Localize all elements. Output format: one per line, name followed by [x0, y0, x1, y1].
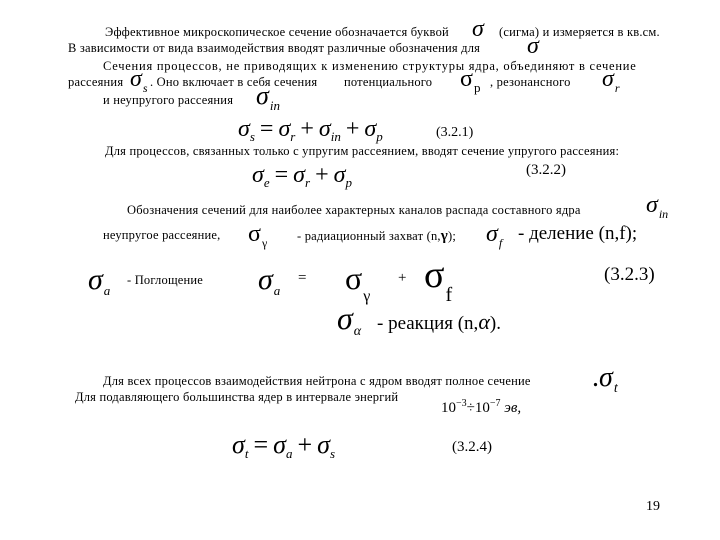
- sigma-symbol: σ: [472, 16, 484, 42]
- sigma-symbol-2: σ: [527, 33, 539, 59]
- equation-3-2-1: $\sigma_s = \sigma_r + \sigma_{in} + \sigma_p$: [238, 116, 383, 144]
- sigma-alpha-big: $\sigma_\alpha$: [337, 300, 362, 339]
- equation-3-2-4: $\sigma_t = \sigma_a + \sigma_s$: [232, 430, 336, 461]
- sigma-t-inline: $.\sigma_t$: [592, 362, 618, 396]
- sigma-gamma-channel: $\sigma_\gamma$: [248, 221, 268, 250]
- equation-3-2-2: $\sigma_e = \sigma_r + \sigma_p$: [252, 162, 352, 190]
- channels-line: Обозначения сечений для наиболее характерных каналов распада составного ядра: [127, 203, 581, 217]
- sigma-a-left: $\sigma_a$: [88, 263, 111, 298]
- reaction-label: - реакция (n,α).: [377, 309, 501, 334]
- scatter-line-2b: . Оно включает в себя сечения: [150, 75, 318, 89]
- equation-label-3-2-1: (3.2.1): [436, 125, 474, 140]
- capture-label: - радиационный захват (n,γ);: [297, 228, 456, 244]
- total-line-1: Для всех процессов взаимодействия нейтрона с ядром вводят полное сечение: [103, 374, 531, 388]
- energy-range: $10^{-3}\div 10^{-7}$ эв,: [441, 398, 522, 416]
- intro-line-2: В зависимости от вида взаимодействия вводят различные обозначения для: [68, 41, 481, 55]
- fission-label: - деление (n,f);: [518, 223, 638, 244]
- scatter-line-1: Сечения процессов, не приводящих к изменению структуры ядра, объединяют в сечение: [103, 59, 637, 73]
- elastic-line: Для процессов, связанных только с упругим рассеянием, вводят сечение упругого рассеяния:: [105, 144, 620, 158]
- inelastic-label: неупругое рассеяние,: [103, 228, 221, 242]
- scatter-line-3: и неупругого рассеяния: [103, 93, 234, 107]
- total-line-2: Для подавляющего большинства ядер в интервале энергий: [75, 390, 399, 404]
- equation-label-3-2-4: (3.2.4): [452, 439, 492, 455]
- scatter-line-2d: , резонансного: [490, 75, 571, 89]
- sigma-p-inline: $\sigma_p$: [460, 66, 481, 95]
- absorption-eq-sign: =: [298, 270, 307, 286]
- sigma-f-big: $\sigma_f$: [424, 254, 453, 306]
- intro-line-1a: Эффективное микроскопическое сечение обозначается буквой: [105, 25, 449, 39]
- sigma-s-inline: $\sigma_s$: [130, 66, 148, 95]
- page-number: 19: [646, 499, 660, 514]
- equation-label-3-2-3: (3.2.3): [604, 264, 655, 285]
- sigma-r-inline: $\sigma_r$: [602, 66, 620, 95]
- scatter-line-2c: потенциального: [344, 75, 433, 89]
- equation-label-3-2-2: (3.2.2): [526, 162, 566, 178]
- scatter-line-2a: рассеяния: [68, 75, 124, 89]
- sigma-f-channel: $\sigma_f$: [486, 221, 503, 250]
- sigma-a-mid: $\sigma_a$: [258, 263, 281, 298]
- absorption-label: - Поглощение: [127, 273, 204, 287]
- intro-line-1b: (сигма) и измеряется в кв.см.: [499, 25, 660, 39]
- sigma-in-inline: $\sigma_{in}$: [256, 81, 280, 113]
- absorption-plus: +: [398, 270, 407, 286]
- sigma-gamma-big: $\sigma_\gamma$: [345, 260, 371, 305]
- sigma-in-channel: $\sigma_{in}$: [646, 192, 669, 221]
